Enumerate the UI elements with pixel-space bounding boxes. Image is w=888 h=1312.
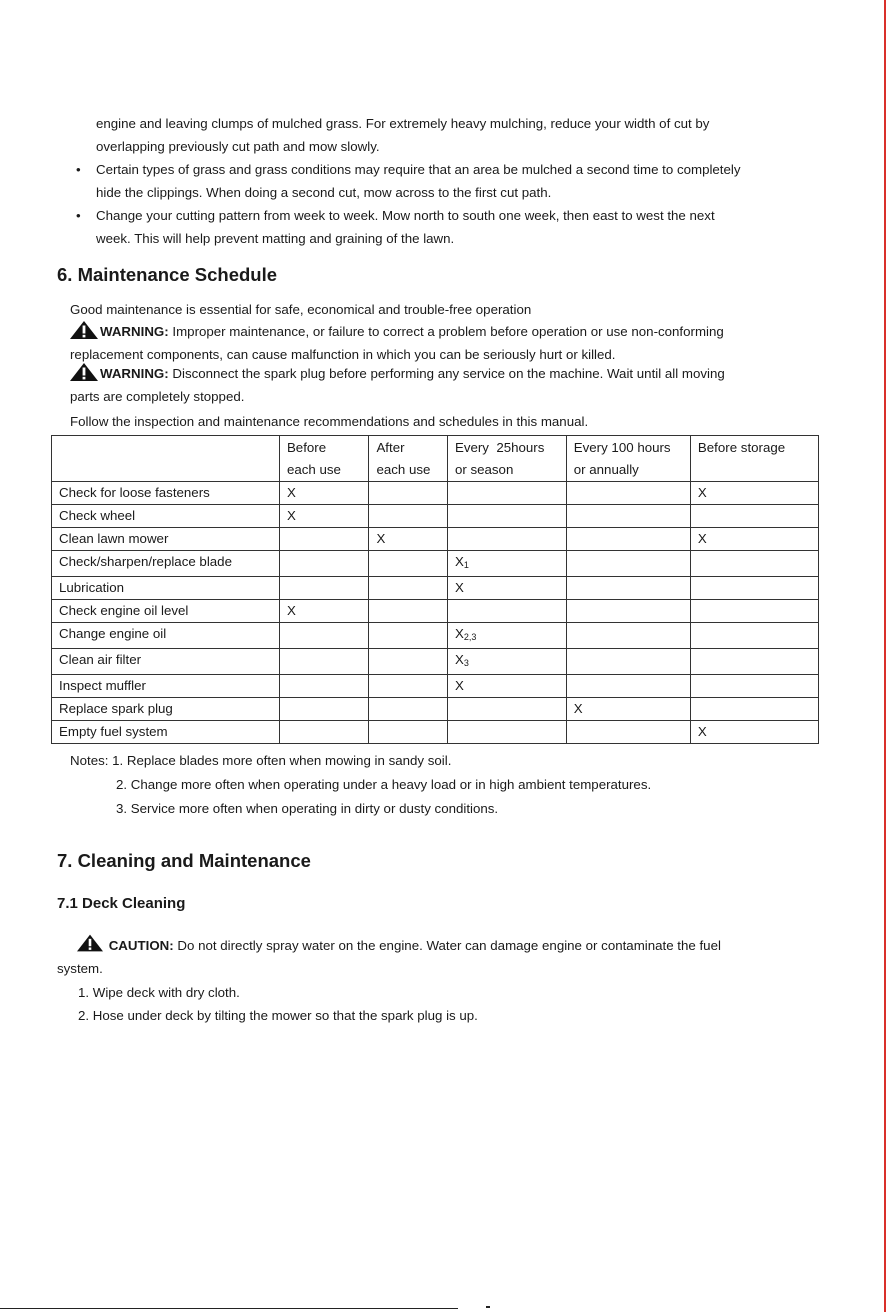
note-item: 2. Change more often when operating under a heavy load or in high ambient temperatures.	[116, 777, 652, 792]
bullet-line: hide the clippings. When doing a second cut, mow across to the first cut path.	[96, 185, 552, 200]
table-row	[52, 649, 819, 675]
header-before-storage: Before storage	[690, 436, 818, 482]
task-cell: Lubrication	[52, 577, 280, 600]
bullet-line: week. This will help prevent matting and graining of the lawn.	[96, 231, 455, 246]
header-every-25-hours: Every 25hours or season	[447, 436, 566, 482]
mark-cell: X	[690, 721, 818, 744]
mark-cell	[690, 577, 818, 600]
mark-cell	[369, 482, 448, 505]
bullet-dot-icon: •	[76, 162, 81, 177]
warning-text: parts are completely stopped.	[70, 389, 245, 404]
table-row	[52, 600, 819, 623]
mark-cell	[369, 649, 448, 675]
note-item: 3. Service more often when operating in dirty or dusty conditions.	[116, 801, 499, 816]
mark-cell	[279, 649, 369, 675]
mark-cell	[566, 623, 690, 649]
mark-cell: X	[279, 505, 369, 528]
task-cell: Empty fuel system	[52, 721, 280, 744]
footnote-ref: 1	[463, 560, 469, 570]
task-cell: Check for loose fasteners	[52, 482, 280, 505]
mark-cell: X	[279, 600, 369, 623]
table-row	[52, 577, 819, 600]
intro-line: overlapping previously cut path and mow slowly.	[96, 139, 380, 154]
mark-cell	[690, 698, 818, 721]
task-cell: Check engine oil level	[52, 600, 280, 623]
footnote-ref: 2,3	[463, 632, 477, 642]
mark-cell	[566, 675, 690, 698]
mark-cell	[566, 482, 690, 505]
mark-cell: $X_1$	[447, 551, 566, 577]
table-row	[52, 528, 819, 551]
mark-cell: X	[447, 675, 566, 698]
table-row	[52, 675, 819, 698]
table-row	[52, 698, 819, 721]
warning-triangle-icon	[70, 321, 98, 339]
warning-triangle-icon	[70, 363, 98, 381]
task-cell: Check wheel	[52, 505, 280, 528]
step-item: 1. Wipe deck with dry cloth.	[78, 985, 240, 1000]
maintenance-intro: Good maintenance is essential for safe, economical and trouble-free operation	[70, 302, 532, 317]
section-7-title: 7. Cleaning and Maintenance	[57, 850, 311, 871]
task-cell: Clean lawn mower	[52, 528, 280, 551]
mark-cell	[566, 505, 690, 528]
mark-cell	[566, 551, 690, 577]
intro-line: engine and leaving clumps of mulched grass. For extremely heavy mulching, reduce your width of cut by	[96, 116, 710, 131]
mark-cell	[447, 482, 566, 505]
warning-label: WARNING:	[100, 366, 169, 381]
section-7-1-title: 7.1 Deck Cleaning	[57, 895, 186, 912]
mark-cell	[447, 721, 566, 744]
table-row	[52, 482, 819, 505]
mark-cell	[566, 577, 690, 600]
mark-cell	[369, 600, 448, 623]
mark-cell	[447, 698, 566, 721]
header-every-100-hours: Every 100 hours or annually	[566, 436, 690, 482]
table-row	[52, 721, 819, 744]
bullet-dot-icon: •	[76, 208, 81, 223]
page-edge-accent	[884, 0, 886, 1312]
mark-cell	[369, 698, 448, 721]
mark-cell: X	[690, 528, 818, 551]
task-cell: Check/sharpen/replace blade	[52, 551, 280, 577]
mark-cell	[447, 505, 566, 528]
caution-text: Do not directly spray water on the engine. Water can damage engine or contaminate the fuel	[173, 938, 721, 953]
mark-cell	[369, 551, 448, 577]
mark-cell	[447, 600, 566, 623]
mark-cell	[690, 675, 818, 698]
warning-text: replacement components, can cause malfunction in which you can be seriously hurt or killed.	[70, 347, 616, 362]
notes-block	[70, 749, 810, 821]
notes-label: Notes:	[70, 753, 109, 768]
caution-text: system.	[57, 961, 103, 976]
header-task	[52, 436, 280, 482]
warning-triangle-icon	[77, 933, 103, 953]
mark-cell	[369, 505, 448, 528]
mark-cell	[279, 698, 369, 721]
mark-cell	[690, 600, 818, 623]
task-cell: Change engine oil	[52, 623, 280, 649]
table-header-row	[52, 436, 819, 482]
section-6-title: 6. Maintenance Schedule	[57, 264, 278, 285]
mark-cell	[690, 551, 818, 577]
mark-cell: X	[369, 528, 448, 551]
mark-cell	[369, 577, 448, 600]
caution-block	[57, 933, 817, 980]
mark-cell	[279, 528, 369, 551]
mark-cell: X	[690, 482, 818, 505]
warning-text: Improper maintenance, or failure to correct a problem before operation or use non-conforming	[168, 324, 724, 339]
mark-cell: $X_{2,3}$	[447, 623, 566, 649]
step-item: 2. Hose under deck by tilting the mower so that the spark plug is up.	[78, 1008, 478, 1023]
footer-mark	[486, 1306, 490, 1308]
mark-cell	[369, 721, 448, 744]
warning-block-1	[70, 320, 820, 366]
caution-label: CAUTION:	[108, 938, 174, 953]
table-row	[52, 551, 819, 577]
task-cell: Clean air filter	[52, 649, 280, 675]
bullet-line: Certain types of grass and grass conditions may require that an area be mulched a second time to completely	[96, 162, 741, 177]
mark-cell	[447, 528, 566, 551]
task-cell: Replace spark plug	[52, 698, 280, 721]
mark-cell	[566, 600, 690, 623]
warning-text: Disconnect the spark plug before performing any service on the machine. Wait until all moving	[168, 366, 725, 381]
task-cell: Inspect muffler	[52, 675, 280, 698]
mark-cell	[279, 623, 369, 649]
mark-cell	[690, 505, 818, 528]
table-row	[52, 505, 819, 528]
note-item: 1. Replace blades more often when mowing in sandy soil.	[112, 753, 452, 768]
mark-cell: X	[279, 482, 369, 505]
bullet-line: Change your cutting pattern from week to week. Mow north to south one week, then east to west the next	[96, 208, 715, 223]
mark-cell	[369, 623, 448, 649]
table-row	[52, 623, 819, 649]
mark-cell: $X_3$	[447, 649, 566, 675]
warning-label: WARNING:	[100, 324, 169, 339]
mark-cell	[690, 623, 818, 649]
mark-cell	[279, 675, 369, 698]
mark-cell: X	[447, 577, 566, 600]
mark-cell	[279, 721, 369, 744]
footnote-ref: 3	[463, 658, 469, 668]
mark-cell	[369, 675, 448, 698]
header-after-each-use: After each use	[369, 436, 448, 482]
header-before-each-use: Before each use	[279, 436, 369, 482]
cleaning-steps	[78, 981, 818, 1027]
mark-cell: X	[566, 698, 690, 721]
follow-text: Follow the inspection and maintenance recommendations and schedules in this manual.	[70, 414, 589, 429]
mark-cell	[690, 649, 818, 675]
mark-cell	[279, 551, 369, 577]
footer-rule	[0, 1308, 458, 1309]
mark-cell	[279, 577, 369, 600]
mark-cell	[566, 721, 690, 744]
intro-text	[96, 112, 816, 158]
maintenance-schedule-table	[51, 435, 819, 744]
warning-block-2	[70, 362, 820, 408]
mark-cell	[566, 528, 690, 551]
mark-cell	[566, 649, 690, 675]
